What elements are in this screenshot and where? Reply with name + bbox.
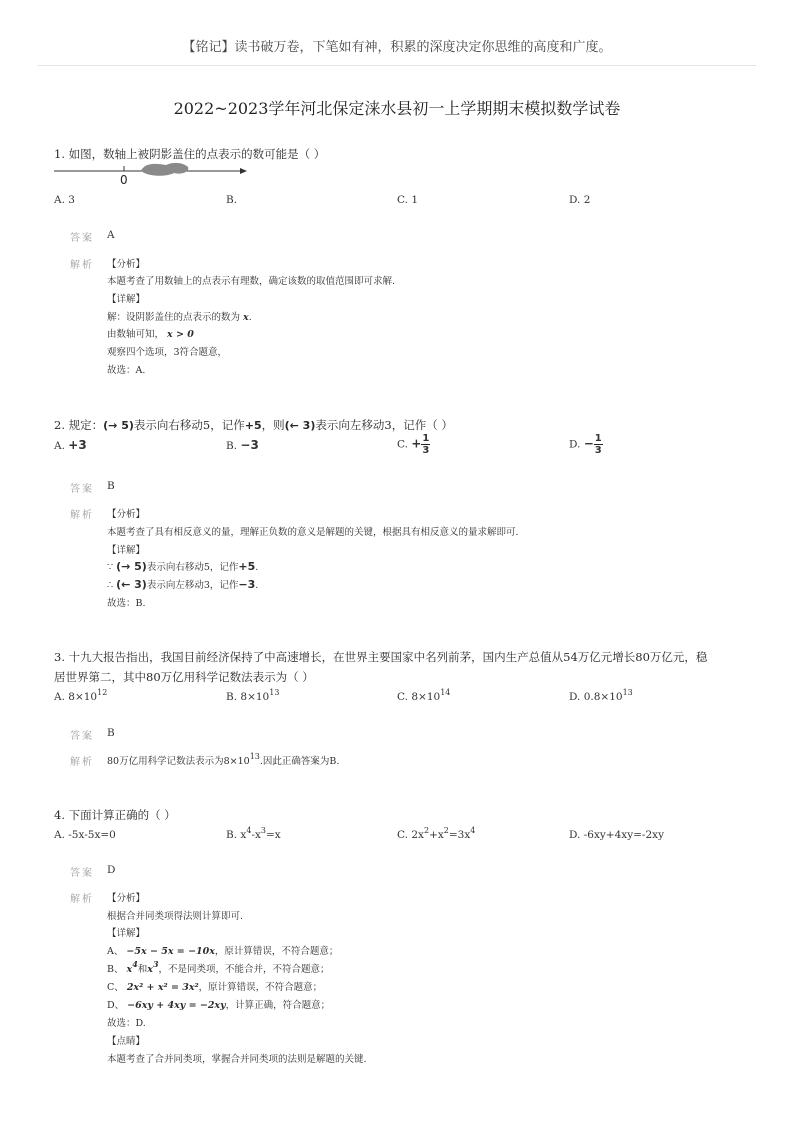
q4-analysis-line-9: 【点睛】 [107,1036,146,1047]
q4-option-d: D. -6xy+4xy=-2xy [569,829,665,841]
q3-analysis-text: 80万亿用科学记数法表示为$8\times 10^{13}$.因此正确答案为B. [107,752,340,767]
q1-option-c: C. 1 [397,194,419,206]
q1-analysis-label: 解析 [70,260,94,271]
q2-analysis-label: 解析 [70,510,94,521]
q1-analysis-line-5: 由数轴可知， x > 0 [107,329,194,340]
q1-analysis-line-2: 本题考查了用数轴上的点表示有理数，确定该数的取值范围即可求解. [107,276,396,287]
q2-option-a: A. +3 [54,438,87,452]
q3-answer-label: 答案 [70,731,94,742]
q1-number-line [50,158,250,190]
q4-analysis-line-c: C、 2x² + x² = 3x²，原计算错误，不符合题意； [107,982,323,993]
page-title: 2022~2023学年河北保定涞水县初一上学期期末模拟数学试卷 [173,99,621,118]
fraction-one-third: $\frac{1}{3}$ [422,433,430,456]
q4-analysis-line-1: 【分析】 [107,893,146,904]
q1-answer-value: A [107,229,115,241]
q1-answer-label: 答案 [70,233,94,244]
q2-analysis-line-1: 【分析】 [107,509,146,520]
q1-option-d: D. 2 [569,194,591,206]
q2-analysis-line-3: 【详解】 [107,545,146,556]
q4-analysis-line-b: B、 $x^4$和$x^3$，不是同类项，不能合并，不符合题意； [107,959,330,975]
q3-option-d: D. $0.8\times 10^{13}$ [569,688,633,703]
q4-option-c: C. $2x^2+x^2=3x^4$ [397,826,476,841]
shadow-blob [141,163,188,176]
q4-analysis-label: 解析 [70,894,94,905]
q3-option-c: C. $8\times 10^{14}$ [397,688,451,703]
header-motto: 【铭记】读书破万卷，下笔如有神，积累的深度决定你思维的高度和广度。 [182,40,612,55]
q4-option-a: A. -5x-5x=0 [54,829,116,841]
q1-stem: 1. 如图，数轴上被阴影盖住的点表示的数可能是（ ） [54,147,326,161]
q4-analysis-line-a: A、 −5x − 5x = −10x，原计算错误，不符合题意； [107,946,339,957]
q2-analysis-line-6: 故选：B. [107,598,146,609]
q2-analysis-line-4: ∵ (→ 5)表示向右移动5，记作+5. [107,560,259,573]
q2-option-b: B. −3 [226,438,259,452]
q4-analysis-line-d: D、 −6xy + 4xy = −2xy，计算正确，符合题意； [107,1000,331,1011]
q1-analysis-line-4: 解：设阴影盖住的点表示的数为 x. [107,312,252,323]
q3-answer-value: B [107,727,115,739]
q4-option-b: B. $x^4-x^3=x$ [226,826,281,841]
q1-analysis-line-7: 故选：A. [107,365,146,376]
q3-analysis-label: 解析 [70,757,94,768]
q4-analysis-line-8: 故选：D. [107,1018,146,1029]
q3-option-a: A. $8\times 10^{12}$ [54,688,108,703]
q4-analysis-line-2: 根据合并同类项得法则计算即可. [107,911,244,922]
number-line-zero-label: 0 [120,173,128,187]
header-divider [38,65,756,66]
q3-option-b: B. $8\times 10^{13}$ [226,688,280,703]
q4-answer-label: 答案 [70,868,94,879]
q2-analysis-line-2: 本题考查了具有相反意义的量，理解正负数的意义是解题的关键，根据具有相反意义的量求解即可. [107,527,519,538]
number-line-arrow [240,168,247,174]
q4-analysis-line-3: 【详解】 [107,928,146,939]
q1-analysis-line-6: 观察四个选项，3符合题意， [107,347,228,358]
q2-option-d: D. − $\frac{1}{3}$ [569,433,602,456]
q1-analysis-line-1: 【分析】 [107,259,146,270]
q3-stem-line-1: 3. 十九大报告指出，我国目前经济保持了中高速增长，在世界主要国家中名列前茅，国内生产总值从54万亿元增长80万亿元，稳 [54,650,708,664]
q4-stem: 4. 下面计算正确的（ ） [54,808,176,822]
q4-analysis-line-10: 本题考查了合并同类项，掌握合并同类项的法则是解题的关键. [107,1054,367,1065]
q2-answer-value: B [107,480,115,492]
q4-answer-value: D [107,864,116,876]
q1-option-a: A. 3 [54,194,75,206]
q2-analysis-line-5: ∴ (← 3)表示向左移动3，记作−3. [107,578,259,591]
q2-stem: 2. 规定：(→ 5)表示向右移动5，记作+5，则(← 3)表示向左移动3，记作（ ） [54,418,453,432]
q2-answer-label: 答案 [70,484,94,495]
q2-option-c: C. + $\frac{1}{3}$ [397,433,430,456]
q3-stem-line-2: 居世界第二，其中80万亿用科学记数法表示为（ ） [54,670,314,684]
q1-option-b: B. [226,194,238,206]
q1-analysis-line-3: 【详解】 [107,294,146,305]
fraction-one-third: $\frac{1}{3}$ [594,433,602,456]
